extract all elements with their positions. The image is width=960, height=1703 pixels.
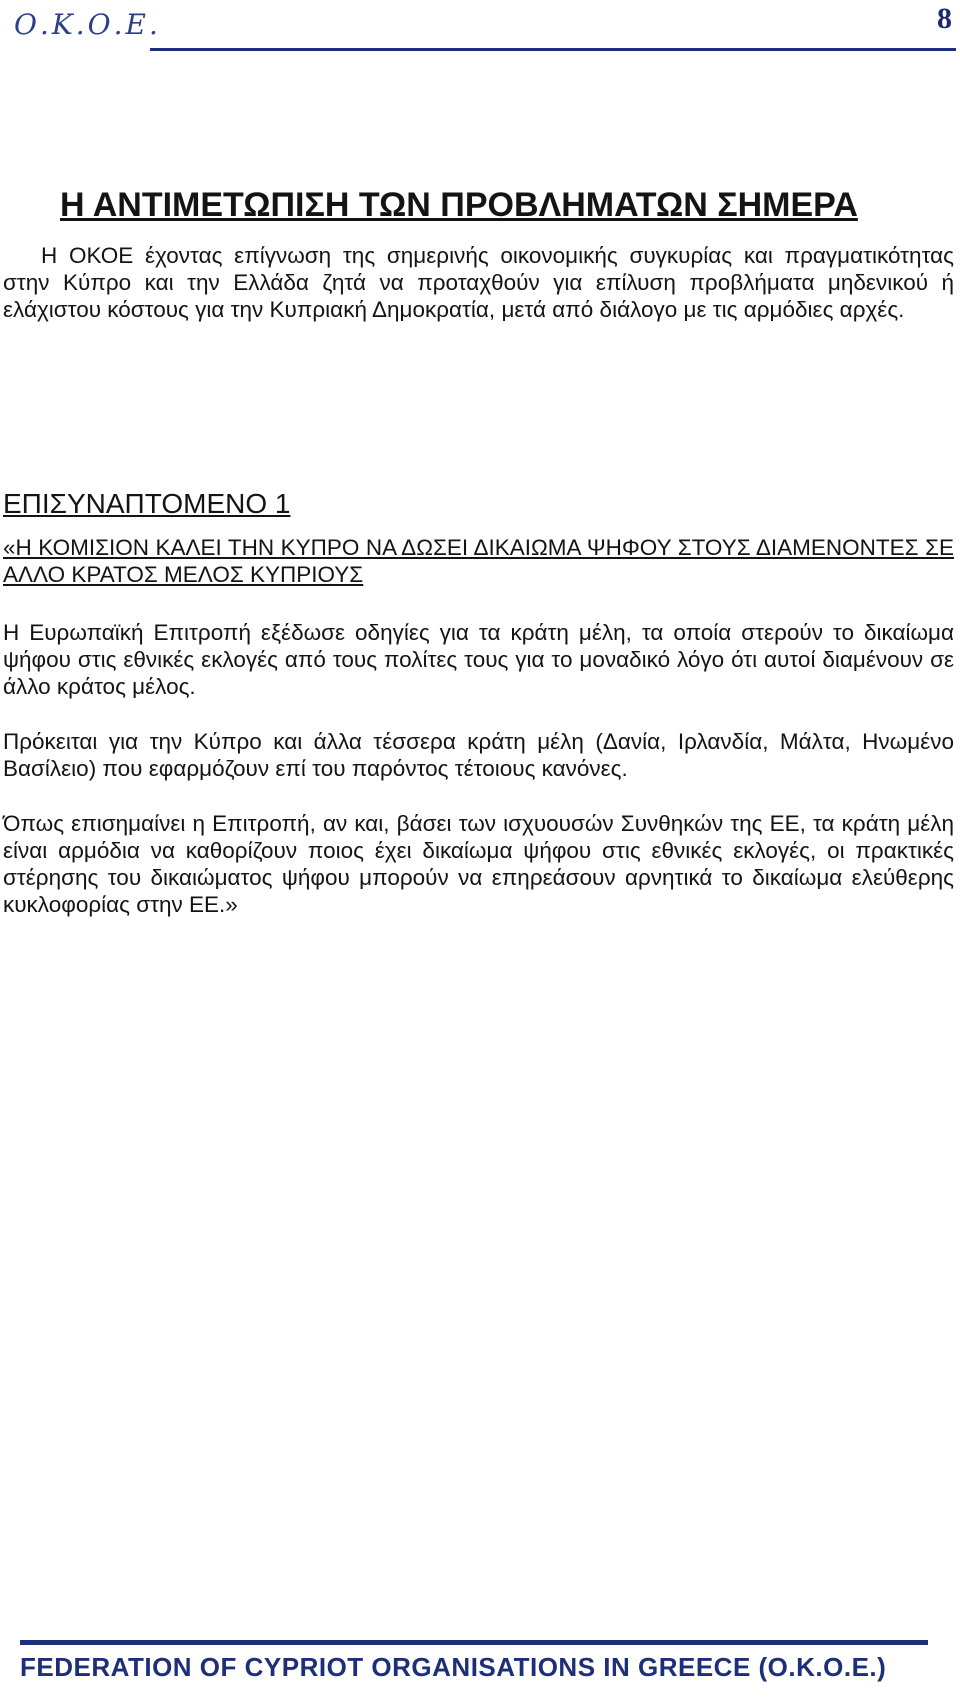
intro-paragraph: Η ΟΚΟΕ έχοντας επίγνωση της σημερινής οικονομικής συγκυρίας και πραγματικότητας στην Κύπρο και την Ελλάδα ζητά να προταχθούν για επίλυση προβλήματα μηδενικού ή ελάχιστου κόστους για την Κυπριακή Δημοκρατία, μετά από διάλογο με τις αρμόδιες αρχές.: [3, 243, 954, 322]
header-rule: [150, 48, 956, 51]
section-title: Η ΑΝΤΙΜΕΤΩΠΙΣΗ ΤΩΝ ΠΡΟΒΛΗΜΑΤΩΝ ΣΗΜΕΡΑ: [60, 186, 858, 224]
header-logo: Ο.Κ.Ο.Ε.: [14, 8, 161, 41]
body-paragraph-3: Όπως επισημαίνει η Επιτροπή, αν και, βάσει των ισχυουσών Συνθηκών της ΕΕ, τα κράτη μέλη είναι αρμόδια να καθορίζουν ποιος έχει δικαίωμα ψήφου στις εθνικές εκλογές, οι πρακτικές στέρησης του δικαιώματος ψήφου μπορούν να επηρεάσουν αρνητικά το δικαίωμα ελεύθερης κυκλοφορίας στην ΕΕ.»: [3, 811, 954, 917]
footer-text: FEDERATION OF CYPRIOT ORGANISATIONS IN GREECE (O.K.O.E.): [20, 1652, 887, 1682]
body-paragraph-1: Η Ευρωπαϊκή Επιτροπή εξέδωσε οδηγίες για τα κράτη μέλη, τα οποία στερούν το δικαίωμα ψήφου στις εθνικές εκλογές από τους πολίτες τους για το μοναδικό λόγο ότι αυτοί διαμένουν σε άλλο κράτος μέλος.: [3, 620, 954, 699]
page-number: 8: [937, 2, 952, 35]
footer-rule: [20, 1640, 928, 1645]
body-paragraph-2: Πρόκειται για την Κύπρο και άλλα τέσσερα κράτη μέλη (Δανία, Ιρλανδία, Μάλτα, Ηνωμένο Βασίλειο) που εφαρμόζουν επί του παρόντος τέτοιους κανόνες.: [3, 729, 954, 781]
attachment-heading: ΕΠΙΣΥΝΑΠΤΟΜΕΝΟ 1: [3, 488, 291, 519]
quote-heading: «Η ΚΟΜΙΣΙΟΝ ΚΑΛΕΙ ΤΗΝ ΚΥΠΡΟ ΝΑ ΔΩΣΕΙ ΔΙΚΑΙΩΜΑ ΨΗΦΟΥ ΣΤΟΥΣ ΔΙΑΜΕΝΟΝΤΕΣ ΣΕ ΑΛΛΟ ΚΡΑΤΟΣ ΜΕΛΟΣ ΚΥΠΡΙΟΥΣ: [3, 535, 954, 587]
